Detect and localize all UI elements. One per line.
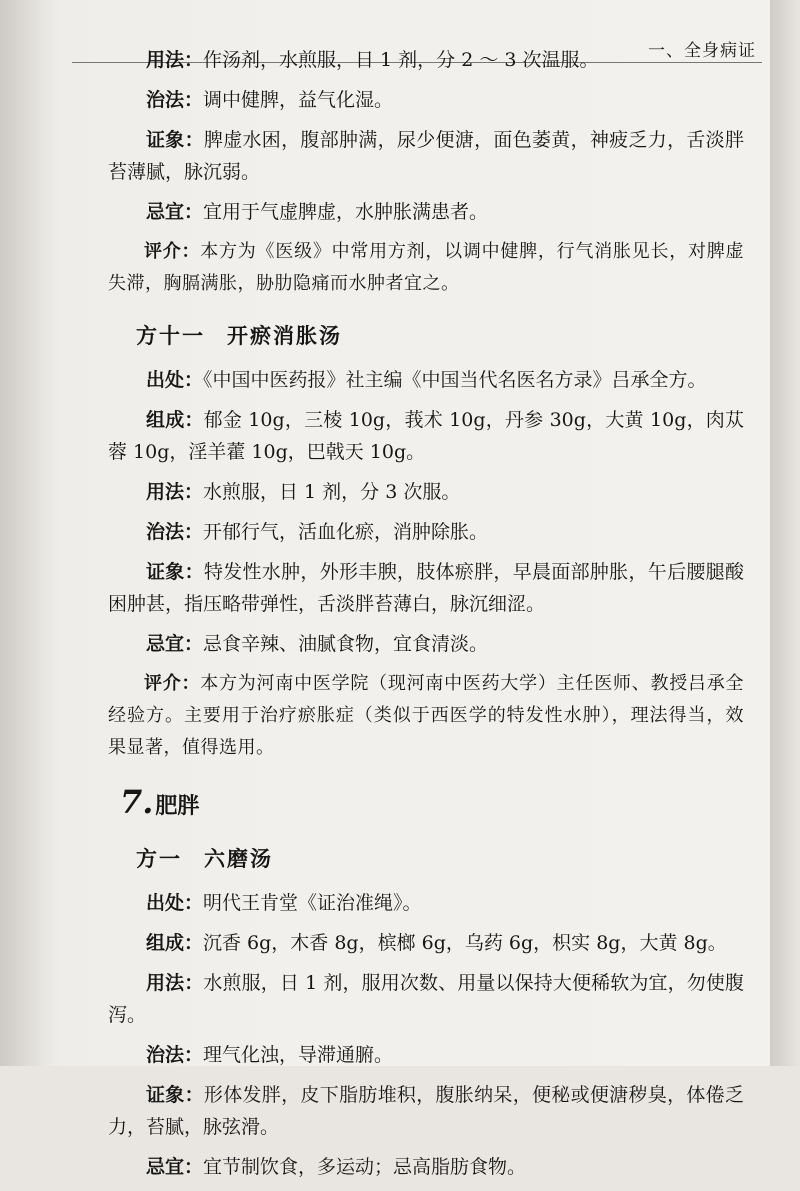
field-text: 水煎服，日 1 剂，分 3 次服。	[203, 481, 461, 503]
field-label: 治法：	[146, 89, 204, 111]
field-label: 证象：	[146, 561, 204, 583]
paragraph	[108, 196, 744, 228]
paragraph	[108, 1151, 744, 1183]
field-label: 忌宜：	[146, 201, 204, 223]
field-text: 调中健脾，益气化湿。	[203, 89, 394, 111]
field-text: 宜用于气虚脾虚，水肿胀满患者。	[203, 201, 489, 223]
paragraph	[108, 1039, 744, 1071]
field-text: 忌食辛辣、油腻食物，宜食清淡。	[203, 633, 489, 655]
field-text: 特发性水肿，外形丰腴，肢体瘀胖，早晨面部肿胀，午后腰腿酸困肿甚，指压略带弹性，舌淡胖苔薄白，脉沉细涩。	[108, 561, 744, 615]
formula-number: 方十一	[136, 324, 205, 348]
field-label: 忌宜：	[146, 633, 204, 655]
field-text: 作汤剂，水煎服，日 1 剂，分 2 ～ 3 次温服。	[203, 49, 599, 71]
paragraph	[108, 668, 744, 764]
field-label: 评介：	[144, 673, 201, 694]
field-label: 忌宜：	[146, 1156, 204, 1178]
page-edge	[770, 0, 800, 1066]
field-label: 出处：	[146, 369, 204, 391]
field-label: 证象：	[146, 129, 204, 151]
field-text: 开郁行气，活血化瘀，消肿除胀。	[203, 521, 489, 543]
field-label: 组成：	[146, 409, 204, 431]
field-text: 沉香 6g，木香 8g，槟榔 6g，乌药 6g，枳实 8g，大黄 8g。	[203, 932, 727, 954]
field-label: 用法：	[146, 972, 204, 994]
page-content	[108, 44, 744, 1191]
field-text: 《中国中医药报》社主编《中国当代名医名方录》吕承全方。	[203, 369, 707, 391]
paragraph	[108, 84, 744, 116]
paragraph	[108, 44, 744, 76]
paragraph	[108, 124, 744, 188]
page-spine-shadow	[0, 0, 60, 1066]
field-label: 用法：	[146, 49, 204, 71]
field-label: 治法：	[146, 521, 204, 543]
paragraph	[108, 476, 744, 508]
field-label: 治法：	[146, 1044, 204, 1066]
formula-name: 六磨汤	[204, 847, 273, 871]
section-heading	[120, 783, 744, 823]
field-label: 用法：	[146, 481, 204, 503]
field-label: 评介：	[144, 241, 201, 262]
paragraph	[108, 556, 744, 620]
formula-number: 方一	[136, 847, 182, 871]
formula-heading	[136, 320, 744, 352]
paragraph	[108, 516, 744, 548]
paragraph	[108, 1079, 744, 1143]
running-header: 一、全身病证	[648, 41, 756, 61]
section-number: 7.	[120, 783, 154, 821]
paragraph	[108, 404, 744, 468]
paragraph	[108, 628, 744, 660]
field-text: 脾虚水困，腹部肿满，尿少便溏，面色萎黄，神疲乏力，舌淡胖苔薄腻，脉沉弱。	[108, 129, 744, 183]
paragraph	[108, 887, 744, 919]
formula-name: 开瘀消胀汤	[227, 324, 342, 348]
field-text: 形体发胖，皮下脂肪堆积，腹胀纳呆，便秘或便溏秽臭，体倦乏力，苔腻，脉弦滑。	[108, 1084, 744, 1138]
field-text: 郁金 10g，三棱 10g，莪术 10g，丹参 30g，大黄 10g，肉苁蓉 10g，淫羊藿 10g，巴戟天 10g。	[108, 409, 744, 463]
field-label: 证象：	[146, 1084, 204, 1106]
field-text: 明代王肯堂《证治准绳》。	[203, 892, 422, 914]
paragraph	[108, 967, 744, 1031]
paragraph	[108, 364, 744, 396]
field-text: 水煎服，日 1 剂，服用次数、用量以保持大便稀软为宜，勿使腹泻。	[108, 972, 744, 1026]
field-label: 组成：	[146, 932, 204, 954]
formula-heading	[136, 843, 744, 875]
paragraph	[108, 927, 744, 959]
field-text: 宜节制饮食，多运动；忌高脂肪食物。	[203, 1156, 527, 1178]
field-text: 本方为《医级》中常用方剂，以调中健脾，行气消胀见长，对脾虚失滞，胸膈满胀，胁肋隐痛而水肿者宜之。	[108, 241, 745, 294]
field-label: 出处：	[146, 892, 204, 914]
field-text: 理气化浊，导滞通腑。	[203, 1044, 394, 1066]
section-title: 肥胖	[155, 794, 200, 819]
paragraph	[108, 236, 744, 300]
field-text: 本方为河南中医学院（现河南中医药大学）主任医师、教授吕承全经验方。主要用于治疗瘀胀症（类似于西医学的特发性水肿），理法得当，效果显著，值得选用。	[108, 673, 745, 758]
